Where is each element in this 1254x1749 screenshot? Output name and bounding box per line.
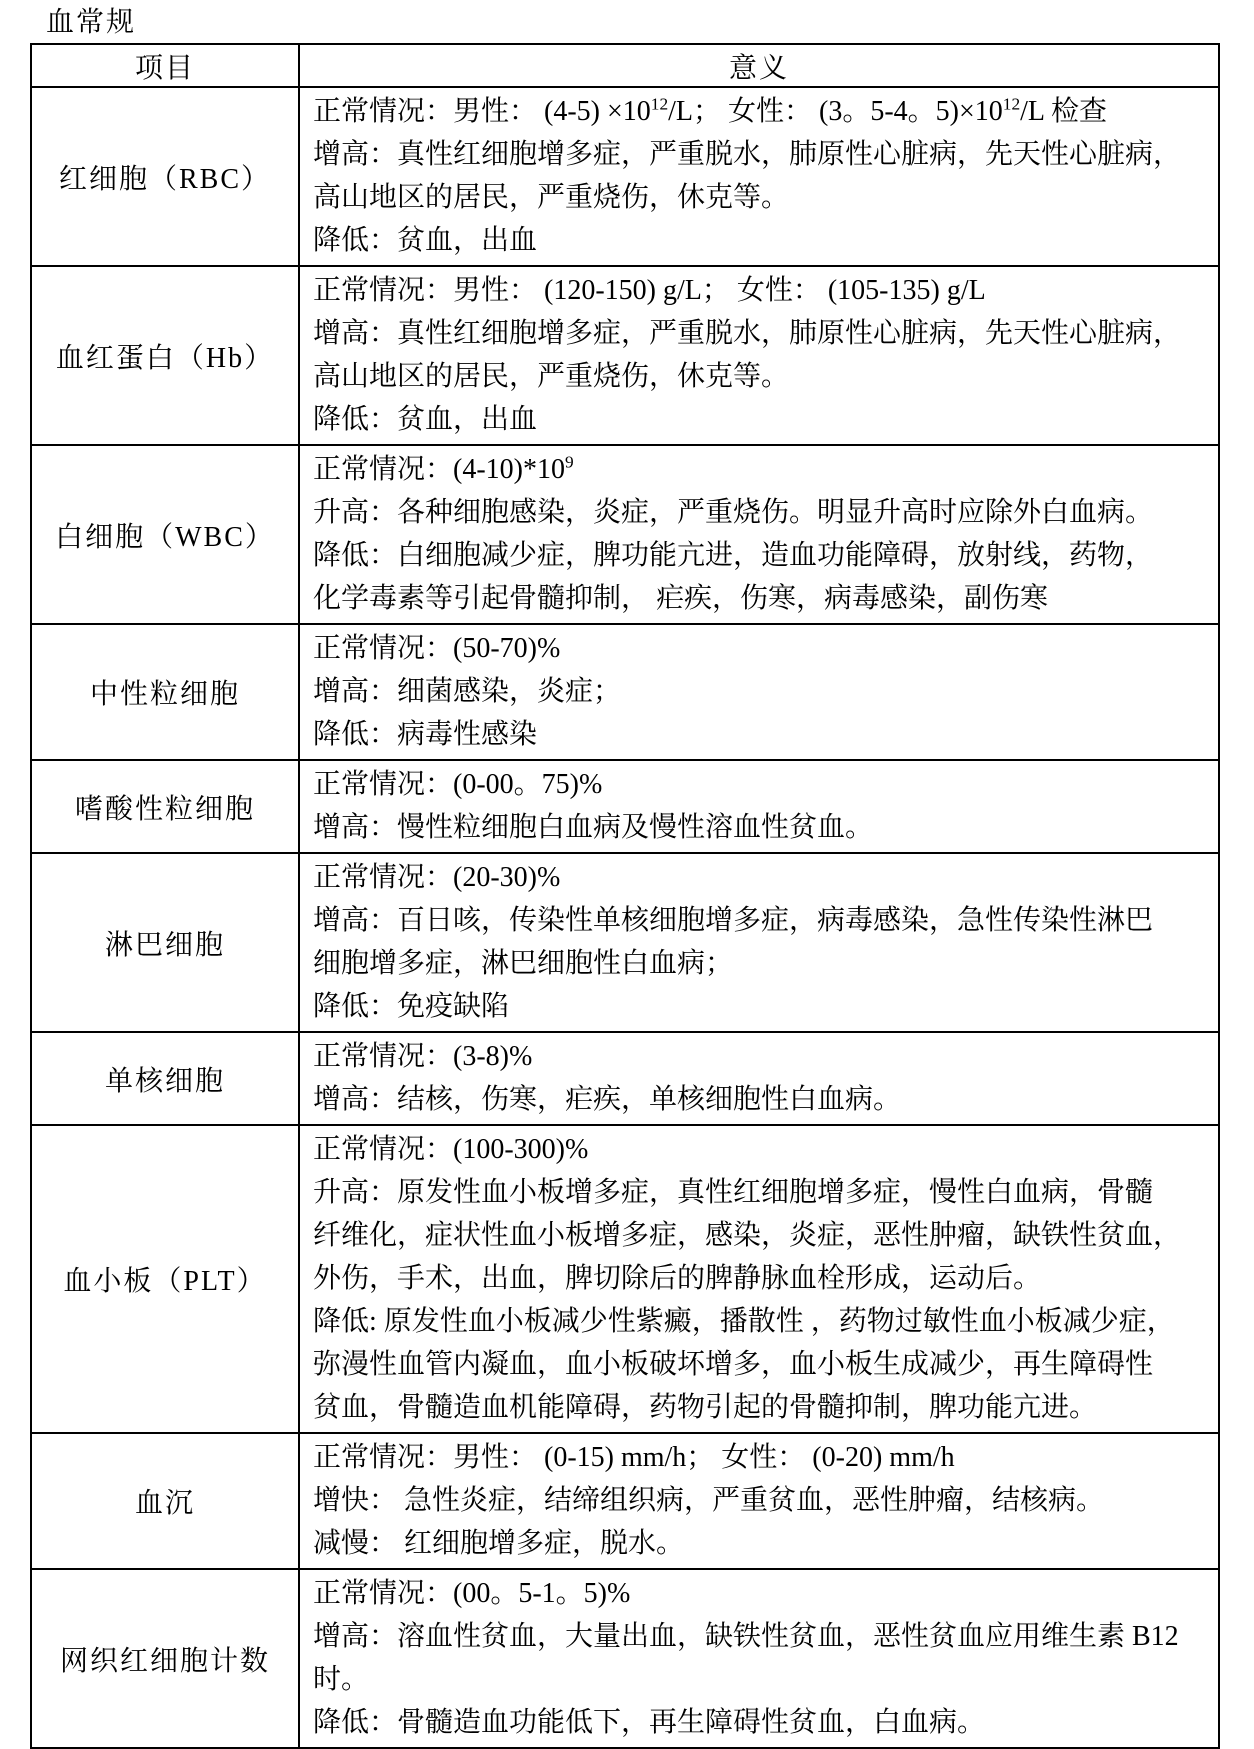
table-row [31, 760, 1219, 853]
meaning-line: 降低：免疫缺陷 [313, 991, 510, 1022]
table-body [31, 87, 1219, 1748]
meaning-line: 增快： 急性炎症，结缔组织病，严重贫血，恶性肿瘤，结核病。 [313, 1485, 1105, 1516]
item-cell: 网织红细胞计数 [31, 1569, 299, 1748]
table-row [31, 87, 1219, 266]
meaning-line: 正常情况：(50-70)% [313, 633, 561, 664]
meaning-line: 增高：百日咳，传染性单核细胞增多症，病毒感染，急性传染性淋巴 [313, 905, 1154, 936]
item-cell: 血沉 [31, 1433, 299, 1569]
meaning-line: 化学毒素等引起骨髓抑制， 疟疾，伤寒，病毒感染，副伤寒 [313, 583, 1049, 614]
meaning-cell [299, 1125, 1219, 1433]
meaning-line: 弥漫性血管内凝血，血小板破坏增多，血小板生成减少，再生障碍性 [313, 1349, 1154, 1380]
meaning-line: 降低：病毒性感染 [313, 719, 538, 750]
meaning-line: 正常情况：(100-300)% [313, 1134, 589, 1165]
meaning-line: 正常情况：(00。5-1。5)% [313, 1578, 631, 1609]
meaning-line: 高山地区的居民，严重烧伤，休克等。 [313, 182, 790, 213]
meaning-line: 升高：原发性血小板增多症，真性红细胞增多症，慢性白血病，骨髓 [313, 1177, 1154, 1208]
meaning-line: 高山地区的居民，严重烧伤，休克等。 [313, 361, 790, 392]
meaning-line: 降低: 原发性血小板减少性紫癜，播散性 ，药物过敏性血小板减少症， [313, 1306, 1175, 1337]
meaning-line: 正常情况：$(4-10)*10^9$ [313, 452, 574, 485]
meaning-line: 正常情况：男性： (120-150) g/L； 女性： (105-135) g/L [313, 275, 986, 306]
item-cell: 血小板（PLT） [31, 1125, 299, 1433]
meaning-cell [299, 853, 1219, 1032]
meaning-line: 增高：真性红细胞增多症，严重脱水，肺原性心脏病，先天性心脏病， [313, 139, 1182, 170]
table-row [31, 266, 1219, 445]
meaning-cell [299, 87, 1219, 266]
table-header-row [31, 44, 1219, 87]
meaning-cell [299, 760, 1219, 853]
meaning-cell [299, 445, 1219, 624]
blood-routine-table [30, 43, 1220, 1749]
table-row [31, 853, 1219, 1032]
table-row [31, 445, 1219, 624]
page-title: 血常规 [46, 7, 137, 38]
item-cell: 红细胞（RBC） [31, 87, 299, 266]
meaning-line: 降低：贫血，出血 [313, 404, 538, 435]
table-row [31, 1433, 1219, 1569]
item-cell: 嗜酸性粒细胞 [31, 760, 299, 853]
meaning-line: 降低：白细胞减少症，脾功能亢进，造血功能障碍，放射线，药物， [313, 540, 1154, 571]
table-row [31, 1125, 1219, 1433]
meaning-line: 降低：贫血，出血 [313, 225, 538, 256]
meaning-cell [299, 624, 1219, 760]
item-cell: 单核细胞 [31, 1032, 299, 1125]
table-row [31, 624, 1219, 760]
meaning-line: 细胞增多症，淋巴细胞性白血病； [313, 948, 734, 979]
meaning-line: 降低：骨髓造血功能低下，再生障碍性贫血，白血病。 [313, 1707, 986, 1738]
meaning-line: 增高：结核，伤寒，疟疾，单核细胞性白血病。 [313, 1084, 902, 1115]
meaning-line: 升高：各种细胞感染，炎症，严重烧伤。明显升高时应除外白血病。 [313, 497, 1154, 528]
meaning-cell [299, 1433, 1219, 1569]
meaning-line: 减慢： 红细胞增多症，脱水。 [313, 1528, 685, 1559]
meaning-cell [299, 1032, 1219, 1125]
meaning-line: 正常情况：男性： $(4-5) \times 10^{12}/L$； 女性： (3。5-4。$5)\times 10^{12}/L$ 检查 [313, 94, 1107, 127]
item-cell: 血红蛋白（Hb） [31, 266, 299, 445]
meaning-line: 外伤，手术，出血，脾切除后的脾静脉血栓形成，运动后。 [313, 1263, 1042, 1294]
meaning-line: 贫血，骨髓造血机能障碍，药物引起的骨髓抑制，脾功能亢进。 [313, 1392, 1098, 1423]
table-row [31, 1569, 1219, 1748]
meaning-line: 正常情况：(0-00。75)% [313, 769, 603, 800]
column-header-meaning: 意义 [299, 44, 1219, 87]
meaning-line: 增高：溶血性贫血，大量出血，缺铁性贫血，恶性贫血应用维生素 B12 [313, 1621, 1179, 1652]
meaning-line: 正常情况：(3-8)% [313, 1041, 533, 1072]
item-cell: 淋巴细胞 [31, 853, 299, 1032]
item-cell: 中性粒细胞 [31, 624, 299, 760]
meaning-line: 正常情况：男性： (0-15) mm/h； 女性： (0-20) mm/h [313, 1442, 955, 1473]
table-row [31, 1032, 1219, 1125]
meaning-line: 时。 [313, 1664, 370, 1695]
meaning-line: 纤维化，症状性血小板增多症，感染，炎症，恶性肿瘤，缺铁性贫血， [313, 1220, 1182, 1251]
meaning-line: 正常情况：(20-30)% [313, 862, 561, 893]
meaning-cell [299, 1569, 1219, 1748]
meaning-line: 增高：慢性粒细胞白血病及慢性溶血性贫血。 [313, 812, 874, 843]
meaning-line: 增高：细菌感染，炎症； [313, 676, 622, 707]
meaning-cell [299, 266, 1219, 445]
column-header-item: 项目 [31, 44, 299, 87]
meaning-line: 增高：真性红细胞增多症，严重脱水，肺原性心脏病，先天性心脏病， [313, 318, 1182, 349]
item-cell: 白细胞（WBC） [31, 445, 299, 624]
